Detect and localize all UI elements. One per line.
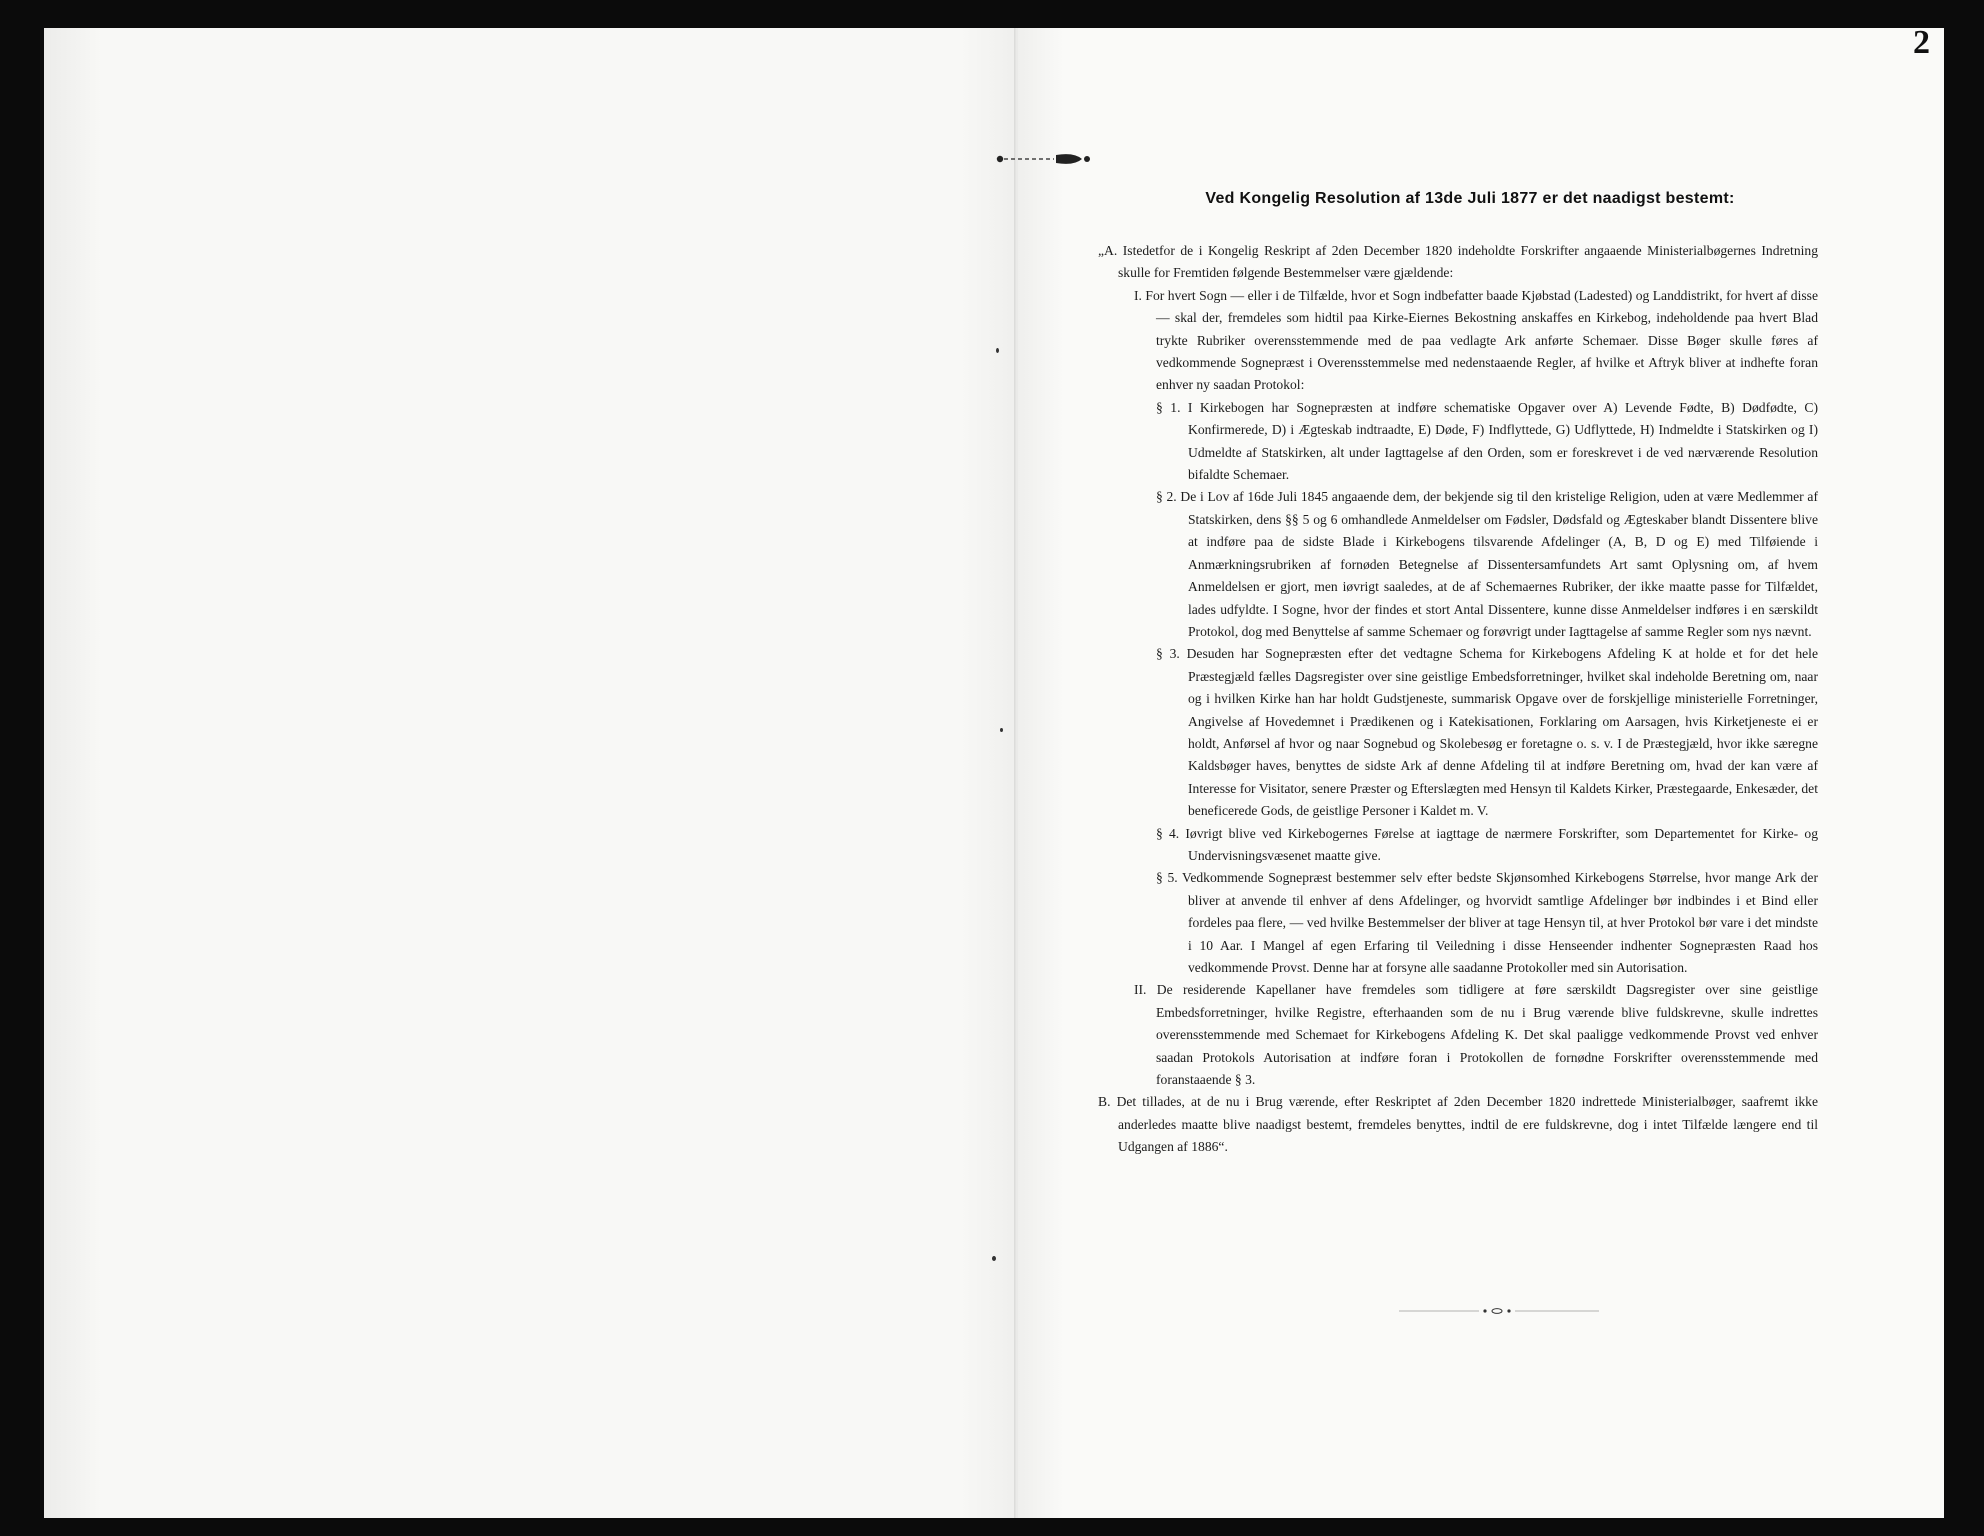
left-page bbox=[44, 28, 1018, 1518]
paragraph-a: „A. Istedetfor de i Kongelig Reskript af 2den December 1820 indeholdte Forskrifter angaaende Ministerialbøgernes Indretning skulle for Fremtiden følgende Bestemmelser være gjældende: bbox=[1098, 243, 1818, 281]
top-ornament-icon bbox=[994, 152, 1094, 166]
paragraph-section-3: § 3. Desuden har Sognepræsten efter det vedtagne Schema for Kirkebogens Afdeling K at holde et for det hele Præstegjæld fælles Dagsregister over sine geistlige Embedsforretninger, hvilket skal indeholde Beretning om, naar og i hvilken Kirke han har holdt Gudstjeneste, summarisk Opgave over de forskjellige ministerielle Forretninger, Angivelse af Hovedemnet i Prædikenen og i Katekisationen, Forklaring om Aarsagen, hvis Kirketjeneste ei er holdt, Anførsel af hvor og naar Sognebud og Skolebesøg er foretagne o. s. v. I de Præstegjæld, hvor ikke særegne Kaldsbøger haves, benyttes de sidste Ark af denne Afdeling til at indføre Beretning om, hvad der kan være af Interesse for Visitator, senere Præster og Efterslægten med Hensyn til Kaldets Kirker, Præstegaarde, Enkesæder, det beneficerede Gods, de geistlige Personer i Kaldet m. V. bbox=[1156, 646, 1818, 819]
paragraph-section-1: § 1. I Kirkebogen har Sognepræsten at indføre schematiske Opgaver over A) Levende Fødte, B) Dødfødte, C) Konfirmerede, D) i Ægteskab indtraadte, E) Døde, F) Indflyttede, G) Udflyttede, H) Indmeldte i Statskirken og I) Udmeldte af Statskirken, alt under Iagttagelse af den Orden, som er foreskrevet i de ved nærværende Resolution bifaldte Schemaer. bbox=[1156, 399, 1818, 483]
paragraph-b: B. Det tillades, at de nu i Brug værende, efter Reskriptet af 2den December 1820 indrettede Ministerialbøger, saafremt ikke anderledes maatte blive naadigst bestemt, fremdeles benyttes, indtil de ere fuldskrevne, dog i intet Tilfælde længere end til Udgangen af 1886“. bbox=[1098, 1094, 1818, 1155]
paragraph-i: I. For hvert Sogn — eller i de Tilfælde, hvor et Sogn indbefatter baade Kjøbstad (Ladested) og Landdistrikt, for hvert af disse — skal der, fremdeles som hidtil paa Kirke-Eiernes Bekostning anskaffes en Kirkebog, indeholdende paa hvert Blad trykte Rubriker overensstemmende med de paa vedlagte Ark anførte Schemaer. Disse Bøger skulle føres af vedkommende Sognepræst i Overensstemmelse med nedenstaaende Regler, af hvilke et Aftryk bliver at indhefte foran enhver ny saadan Protokol: bbox=[1134, 287, 1818, 393]
ink-speck bbox=[992, 1256, 996, 1261]
paragraph-section-5: § 5. Vedkommende Sognepræst bestemmer selv efter bedste Skjønsomhed Kirkebogens Størrelse, hvor mange Ark der bliver at anvende til enhver af dens Afdelinger, og hvorvidt samtlige Afdelinger bør indbindes i et Bind eller fordeles paa flere, — ved hvilke Bestemmelser der bliver at tage Hensyn til, at hver Protokol bør vare i det mindste i 10 Aar. I Mangel af egen Erfaring til Veiledning i disse Henseender indhenter Sognepræsten Raad hos vedkommende Provst. Denne har at forsyne alle saadanne Protokoller med sin Autorisation. bbox=[1156, 870, 1818, 975]
paragraph-ii: II. De residerende Kapellaner have fremdeles som tidligere at føre særskildt Dagsregister over sine geistlige Embedsforretninger, hvilke Registre, efterhaanden som de nu i Brug værende blive fuldskrevne, skulle indrettes overensstemmende med Schemaet for Kirkebogens Afdeling K. Det skal paaligge vedkommende Provst ved enhver saadan Protokols Autorisation at indføre foran i Protokollen de fornødne Forskrifter overensstemmende med foranstaaende § 3. bbox=[1134, 982, 1818, 1088]
paragraph-section-4: § 4. Iøvrigt blive ved Kirkebogernes Førelse at iagttage de nærmere Forskrifter, som Departementet for Kirke- og Undervisningsvæsenet maatte give. bbox=[1156, 825, 1818, 863]
end-ornament-icon bbox=[1399, 1306, 1599, 1316]
resolution-body bbox=[1098, 240, 1818, 1159]
page-number: 2 bbox=[1913, 24, 1930, 61]
resolution-heading: Ved Kongelig Resolution af 13de Juli 1877 er det naadigst bestemt: bbox=[1205, 190, 1735, 207]
ink-speck bbox=[996, 348, 999, 353]
ink-speck bbox=[1000, 728, 1003, 732]
paragraph-section-2: § 2. De i Lov af 16de Juli 1845 angaaende dem, der bekjende sig til den kristelige Religion, uden at være Medlemmer af Statskirken, dens §§ 5 og 6 omhandlede Anmeldelser om Fødsler, Dødsfald og Ægteskaber blandt Dissentere blive at indføre paa de sidste Blade i Kirkebogens tilsvarende Afdelinger (A, B, D og E) med Tilføiende i Anmærkningsrubriken af fornøden Betegnelse af Dissentersamfundets Art samt Oplysning om, af hvem Anmeldelsen er gjort, men iøvrigt saaledes, at de af Schemaernes Rubriker, der ikke maatte passe for Tilfældet, lades udfyldte. I Sogne, hvor der findes et stort Antal Dissentere, kunne disse Anmeldelser indføres i en særskildt Protokol, dog med Benyttelse af samme Schemaer og forøvrigt under Iagttagelse af samme Regler som nys nævnt. bbox=[1156, 489, 1818, 639]
